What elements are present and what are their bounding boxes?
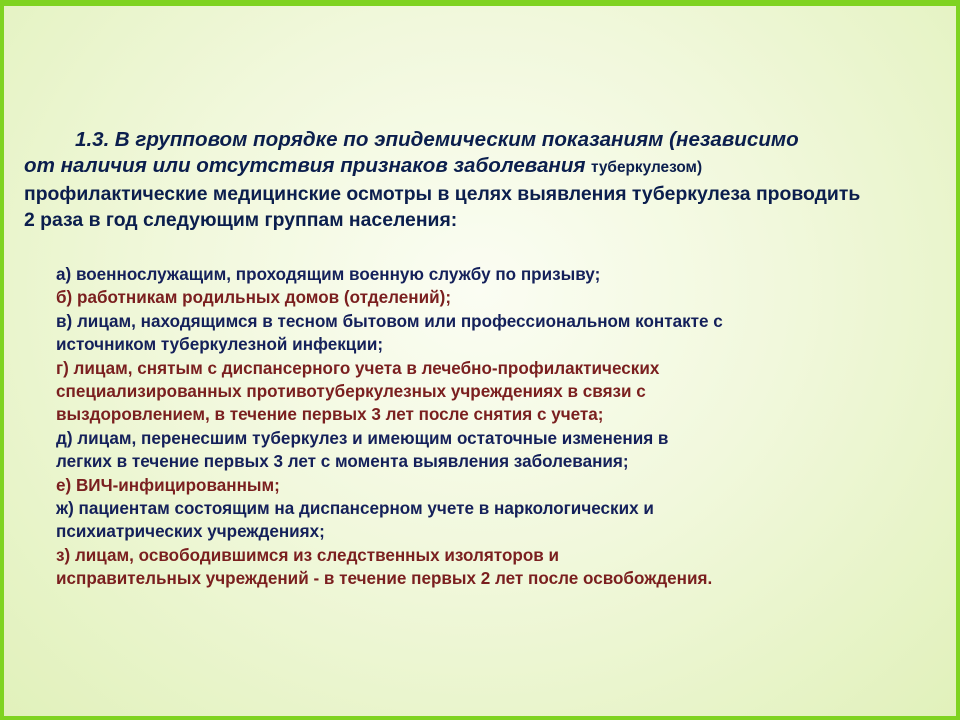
list-item-z: з) лицам, освободившимся из следственных изоляторов и: [56, 545, 560, 565]
list-item-d-cont: легких в течение первых 3 лет с момента выявления заболевания;: [56, 452, 629, 472]
heading-line-3: профилактические медицинские осмотры в целях выявления туберкулеза проводить: [24, 183, 861, 205]
list-item-b: б) работникам родильных домов (отделений);: [56, 288, 452, 308]
list-item-d: д) лицам, перенесшим туберкулез и имеющим остаточные изменения в: [56, 428, 669, 448]
list-item-a: а) военнослужащим, проходящим военную службу по призыву;: [56, 265, 601, 284]
list-item-g-cont-2: выздоровлением, в течение первых 3 лет после снятия с учета;: [56, 405, 604, 425]
heading-line-4: 2 раза в год следующим группам населения:: [24, 209, 458, 231]
heading-text-2-small: туберкулезом): [590, 159, 703, 176]
section-heading: [24, 127, 954, 233]
list-item-z-cont: исправительных учреждений - в течение первых 2 лет после освобождения.: [56, 569, 713, 589]
list-item-zh-cont: психиатрических учреждениях;: [56, 522, 325, 542]
list-item-zh: ж) пациентам состоящим на диспансерном учете в наркологических и: [56, 499, 654, 519]
list-item-v: в) лицам, находящимся в тесном бытовом или профессиональном контакте с: [56, 311, 723, 331]
population-groups-list: [56, 263, 936, 591]
list-item-g-cont-1: специализированных противотуберкулезных учреждениях в связи с: [56, 382, 646, 402]
slide-canvas: [4, 6, 956, 716]
list-item-e: е) ВИЧ-инфицированным;: [56, 475, 280, 495]
list-item-v-cont: источником туберкулезной инфекции;: [56, 335, 384, 355]
list-item-g: г) лицам, снятым с диспансерного учета в лечебно-профилактических: [56, 358, 660, 378]
heading-line-1: [24, 127, 954, 153]
heading-line-2: [24, 153, 954, 181]
section-number: 1.3.: [75, 128, 110, 151]
heading-text-2: от наличия или отсутствия признаков заболевания: [24, 154, 586, 177]
heading-text-1: В групповом порядке по эпидемическим показаниям (независимо: [114, 128, 799, 151]
